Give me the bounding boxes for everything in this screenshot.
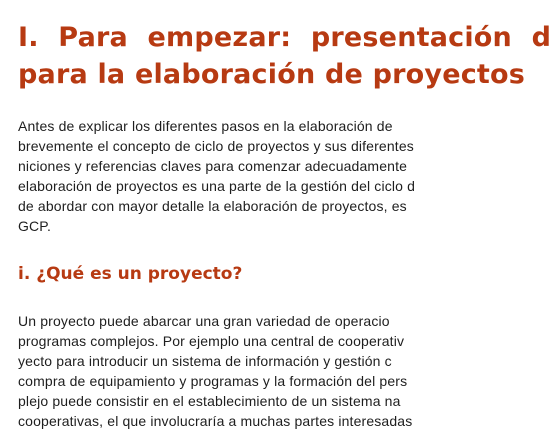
section-title-line-1: I. Para empezar: presentación d [18,22,551,53]
subsection-line-3: yecto para introducir un sistema de información y gestión c [18,353,392,369]
intro-line-4: elaboración de proyectos es una parte de la gestión del ciclo d [18,178,416,194]
section-title-line-2: para la elaboración de proyectos [18,59,526,90]
intro-line-3: niciones y referencias claves para comenzar adecuadamente [18,158,408,174]
subsection-line-5: plejo puede consistir en el establecimiento de un sistema na [18,393,401,409]
subsection-line-6: cooperativas, el que involucraría a muchas partes interesadas [18,413,413,429]
intro-line-2: brevemente el concepto de ciclo de proyectos y sus diferentes [18,138,414,154]
intro-line-6: GCP. [18,218,52,234]
intro-line-5: de abordar con mayor detalle la elaboración de proyectos, es [18,198,407,214]
subsection-line-2: programas complejos. Por ejemplo una central de cooperativ [18,333,405,349]
subsection-line-4: compra de equipamiento y programas y la formación del pers [18,373,408,389]
subsection-line-1: Un proyecto puede abarcar una gran variedad de operacio [18,313,390,329]
intro-line-1: Antes de explicar los diferentes pasos en la elaboración de [18,118,393,134]
subsection-heading: i. ¿Qué es un proyecto? [18,264,243,284]
